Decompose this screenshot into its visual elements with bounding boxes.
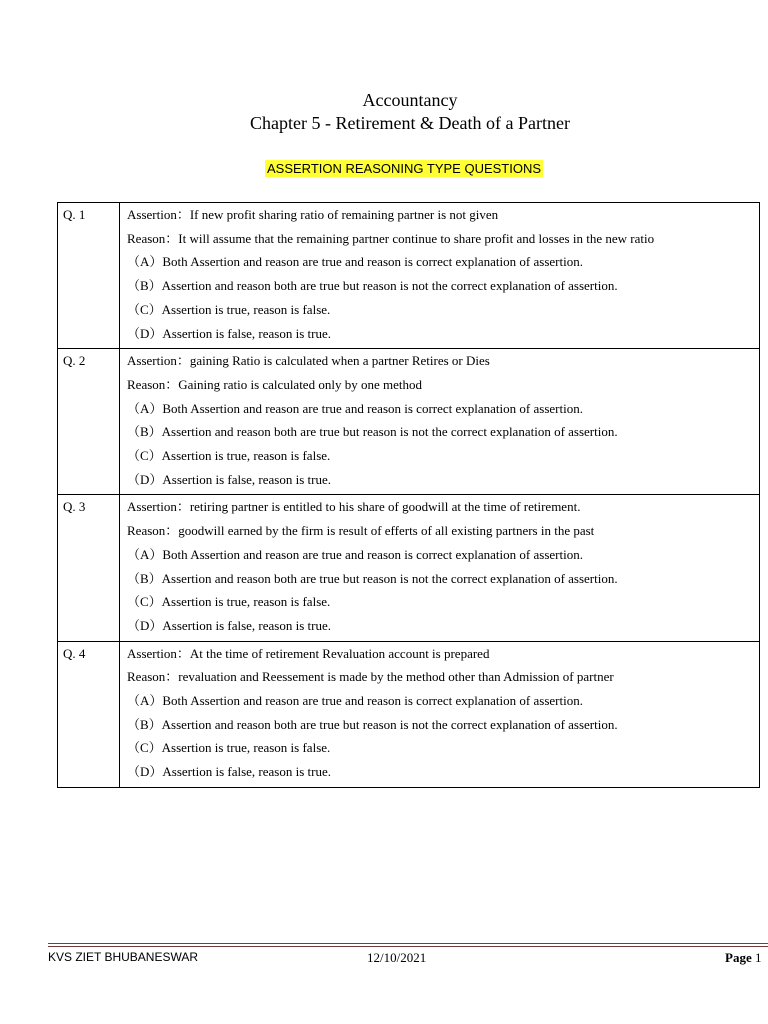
option-d: （D）Assertion is false, reason is true. xyxy=(127,471,331,487)
question-number: Q. 2 xyxy=(58,349,120,495)
option-b: （B）Assertion and reason both are true but reason is not the correct explanation of assertion. xyxy=(127,278,618,294)
option-d: （D）Assertion is false, reason is true. xyxy=(127,617,331,633)
table-row xyxy=(58,495,760,641)
option-b: （B）Assertion and reason both are true but reason is not the correct explanation of assertion. xyxy=(127,424,618,440)
page-label: Page xyxy=(725,950,752,965)
document-subject: Accountancy xyxy=(362,90,458,110)
question-body xyxy=(120,203,760,349)
question-number: Q. 4 xyxy=(58,641,120,787)
reason-text: Reason：Gaining ratio is calculated only by one method xyxy=(127,376,422,392)
footer-date: 12/10/2021 xyxy=(367,950,427,965)
option-b: （B）Assertion and reason both are true but reason is not the correct explanation of assertion. xyxy=(127,716,618,732)
section-heading: ASSERTION REASONING TYPE QUESTIONS xyxy=(267,161,542,176)
option-b: （B）Assertion and reason both are true but reason is not the correct explanation of assertion. xyxy=(127,570,618,586)
question-body xyxy=(120,349,760,495)
footer-page xyxy=(725,949,761,966)
question-body xyxy=(120,641,760,787)
option-d: （D）Assertion is false, reason is true. xyxy=(127,764,331,780)
reason-text: Reason：It will assume that the remaining partner continue to share profit and losses in the new ratio xyxy=(127,230,655,246)
option-d: （D）Assertion is false, reason is true. xyxy=(127,325,331,341)
footer-organization: KVS ZIET BHUBANESWAR xyxy=(48,950,199,964)
question-body xyxy=(120,495,760,641)
table-row xyxy=(58,349,760,495)
question-number: Q. 3 xyxy=(58,495,120,641)
option-c: （C）Assertion is true, reason is false. xyxy=(127,740,331,756)
table-row xyxy=(58,203,760,349)
table-row xyxy=(58,641,760,787)
question-number: Q. 1 xyxy=(58,203,120,349)
option-c: （C）Assertion is true, reason is false. xyxy=(127,301,331,317)
option-c: （C）Assertion is true, reason is false. xyxy=(127,448,331,464)
footer-divider xyxy=(48,946,768,947)
option-a: （A）Both Assertion and reason are true and reason is correct explanation of assertion. xyxy=(127,693,583,709)
assertion-text: Assertion：gaining Ratio is calculated when a partner Retires or Dies xyxy=(127,353,490,369)
reason-text: Reason：goodwill earned by the firm is result of efferts of all existing partners in the past xyxy=(127,523,595,539)
option-c: （C）Assertion is true, reason is false. xyxy=(127,594,331,610)
chapter-title: Chapter 5 - Retirement & Death of a Partner xyxy=(250,113,570,133)
option-a: （A）Both Assertion and reason are true and reason is correct explanation of assertion. xyxy=(127,546,583,562)
assertion-text: Assertion：If new profit sharing ratio of remaining partner is not given xyxy=(127,207,499,222)
footer-divider xyxy=(48,943,768,944)
option-a: （A）Both Assertion and reason are true and reason is correct explanation of assertion. xyxy=(127,400,583,416)
option-a: （A）Both Assertion and reason are true and reason is correct explanation of assertion. xyxy=(127,254,583,270)
assertion-text: Assertion：At the time of retirement Revaluation account is prepared xyxy=(127,645,490,661)
reason-text: Reason：revaluation and Reessement is made by the method other than Admission of partner xyxy=(127,669,614,685)
questions-table xyxy=(57,202,760,788)
assertion-text: Assertion：retiring partner is entitled to his share of goodwill at the time of retirement. xyxy=(127,499,581,515)
page-number: 1 xyxy=(754,950,762,965)
